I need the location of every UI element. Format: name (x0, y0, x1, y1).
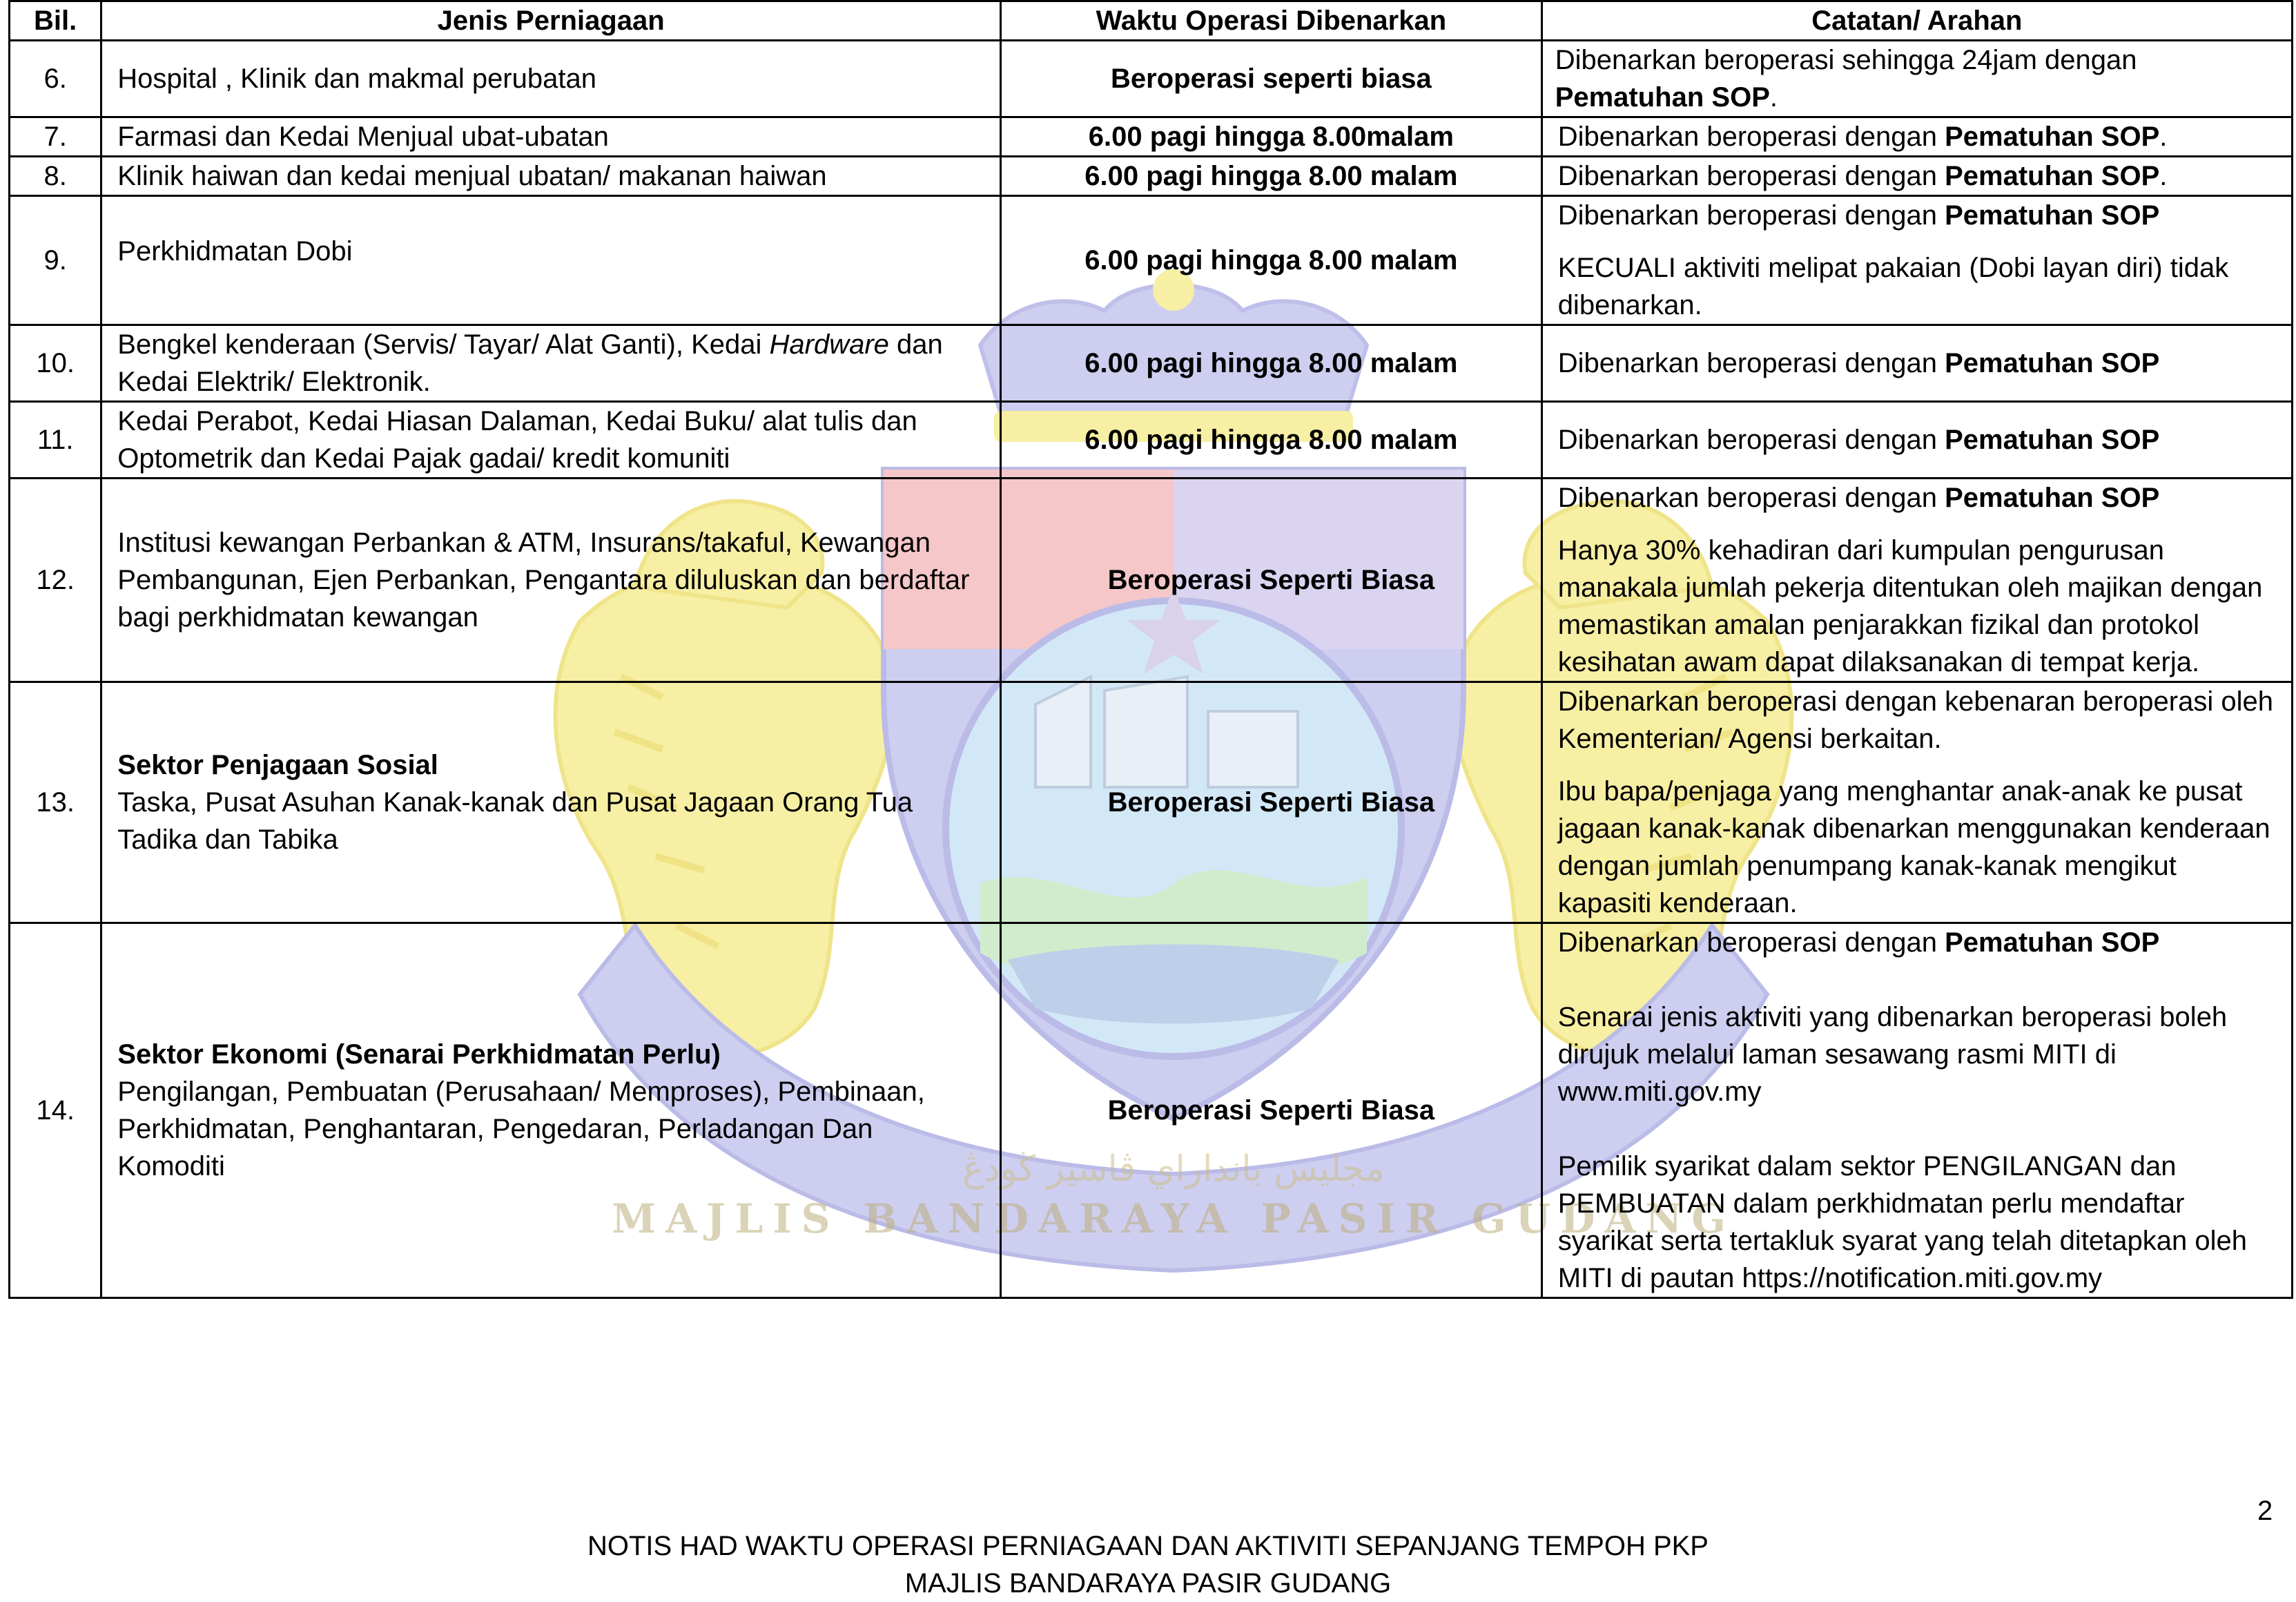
header-operating-hours: Waktu Operasi Dibenarkan (1001, 1, 1542, 41)
operating-hours: Beroperasi Seperti Biasa (1001, 923, 1542, 1298)
header-notes: Catatan/ Arahan (1541, 1, 2292, 41)
business-italic: Hardware (769, 329, 889, 360)
business-text: Bengkel kenderaan (Servis/ Tayar/ Alat Ganti), Kedai (117, 329, 770, 360)
note-bold: Pematuhan SOP (1945, 483, 2160, 513)
note-text: Dibenarkan beroperasi dengan (1557, 348, 1945, 378)
business-type (101, 682, 1001, 923)
footer-title: NOTIS HAD WAKTU OPERASI PERNIAGAAN DAN AKTIVITI SEPANJANG TEMPOH PKP (587, 1531, 1709, 1561)
sector-heading: Sektor Ekonomi (Senarai Perkhidmatan Perlu) (117, 1039, 721, 1070)
business-type (101, 923, 1001, 1298)
page-number: 2 (2257, 1496, 2273, 1526)
notes-cell (1541, 117, 2292, 157)
operating-hours: 6.00 pagi hingga 8.00 malam (1001, 402, 1542, 479)
business-type: Kedai Perabot, Kedai Hiasan Dalaman, Kedai Buku/ alat tulis dan Optometrik dan Kedai Pajak gadai/ kredit komuniti (101, 402, 1001, 479)
table-row (10, 325, 2293, 402)
operating-hours: 6.00 pagi hingga 8.00malam (1001, 117, 1542, 157)
note-text: Dibenarkan beroperasi dengan (1557, 927, 1945, 958)
note-bold: Pematuhan SOP (1945, 348, 2160, 378)
header-business-type: Jenis Perniagaan (101, 1, 1001, 41)
header-bil: Bil. (10, 1, 101, 41)
business-text-end: dan Kedai Elektrik/ Elektronik. (117, 329, 943, 397)
business-type: Farmasi dan Kedai Menjual ubat-ubatan (101, 117, 1001, 157)
notes-cell (1541, 325, 2292, 402)
operating-hours: 6.00 pagi hingga 8.00 malam (1001, 196, 1542, 325)
business-text: Pengilangan, Pembuatan (Perusahaan/ Memproses), Pembinaan, Perkhidmatan, Penghantaran, Pengedaran, Perladangan Dan Komoditi (117, 1077, 925, 1181)
row-number: 8. (10, 157, 101, 196)
note-text: Dibenarkan beroperasi dengan (1557, 483, 1945, 513)
notes-cell (1541, 41, 2292, 117)
note-paragraph (1558, 924, 2276, 961)
row-number: 13. (10, 682, 101, 923)
row-number: 7. (10, 117, 101, 157)
operating-hours: 6.00 pagi hingga 8.00 malam (1001, 325, 1542, 402)
business-type: Institusi kewangan Perbankan & ATM, Insurans/takaful, Kewangan Pembangunan, Ejen Perbankan, Pengantara diluluskan dan berdaftar bagi perkhidmatan kewangan (101, 479, 1001, 682)
note-text: Dibenarkan beroperasi dengan (1557, 425, 1945, 455)
note-bold: Pematuhan SOP (1945, 161, 2160, 191)
operating-hours: Beroperasi Seperti Biasa (1001, 682, 1542, 923)
notes-cell (1541, 479, 2292, 682)
notes-cell (1541, 682, 2292, 923)
table-row (10, 157, 2293, 196)
note-extra-2: Pemilik syarikat dalam sektor PENGILANGAN dan PEMBUATAN dalam perkhidmatan perlu mendaftar syarikat serta tertakluk syarat yang telah ditetapkan oleh MITI di pautan https://notification.miti.gov.my (1557, 1151, 2248, 1293)
note-text: Dibenarkan beroperasi dengan (1557, 161, 1945, 191)
row-number: 6. (10, 41, 101, 117)
table-row (10, 923, 2293, 1298)
note-bold: Pematuhan SOP (1555, 82, 1770, 113)
notes-cell (1541, 157, 2292, 196)
table-row (10, 196, 2293, 325)
note-extra: KECUALI aktiviti melipat pakaian (Dobi layan diri) tidak dibenarkan. (1557, 253, 2229, 320)
note-bold: Pematuhan SOP (1945, 122, 2160, 152)
sector-heading: Sektor Penjagaan Sosial (117, 750, 438, 780)
notes-cell (1541, 923, 2292, 1298)
row-number: 10. (10, 325, 101, 402)
business-type: Hospital , Klinik dan makmal perubatan (101, 41, 1001, 117)
row-number: 12. (10, 479, 101, 682)
note-extra: Senarai jenis aktiviti yang dibenarkan beroperasi boleh dirujuk melalui laman sesawang rasmi MITI di www.miti.gov.my (1557, 1002, 2228, 1107)
note-bold: Pematuhan SOP (1945, 200, 2160, 231)
notes-cell (1541, 196, 2292, 325)
table-row (10, 117, 2293, 157)
business-hours-table (8, 0, 2293, 1299)
row-number: 9. (10, 196, 101, 325)
table-row (10, 479, 2293, 682)
operating-hours: Beroperasi Seperti Biasa (1001, 479, 1542, 682)
operating-hours: Beroperasi seperti biasa (1001, 41, 1542, 117)
table-header-row (10, 1, 2293, 41)
business-type (101, 325, 1001, 402)
note-suffix: . (1769, 82, 1778, 113)
note-suffix: . (2159, 122, 2168, 152)
note-paragraph (1558, 197, 2276, 234)
note-text: Dibenarkan beroperasi sehingga 24jam dengan (1555, 45, 2137, 75)
page-footer (0, 1527, 2296, 1602)
business-type: Perkhidmatan Dobi (101, 196, 1001, 325)
watermark-text: MAJLIS BANDARAYA PASIR GUDANG (612, 1195, 1735, 1242)
business-type: Klinik haiwan dan kedai menjual ubatan/ makanan haiwan (101, 157, 1001, 196)
note-bold: Pematuhan SOP (1945, 425, 2160, 455)
table-row (10, 682, 2293, 923)
note-text: Dibenarkan beroperasi dengan (1557, 122, 1945, 152)
notes-cell (1541, 402, 2292, 479)
row-number: 14. (10, 923, 101, 1298)
note-paragraph (1558, 479, 2276, 517)
note-text: Dibenarkan beroperasi dengan (1557, 200, 1945, 231)
note-paragraph: Dibenarkan beroperasi dengan kebenaran beroperasi oleh Kementerian/ Agensi berkaitan. (1557, 686, 2273, 754)
note-extra: Ibu bapa/penjaga yang menghantar anak-anak ke pusat jagaan kanak-kanak dibenarkan menggunakan kenderaan dengan jumlah penumpang kanak-kanak mengikut kapasiti kenderaan. (1557, 776, 2270, 918)
business-text: Taska, Pusat Asuhan Kanak-kanak dan Pusat Jagaan Orang Tua Tadika dan Tabika (117, 787, 913, 855)
note-extra: Hanya 30% kehadiran dari kumpulan pengurusan manakala jumlah pekerja ditentukan oleh majikan dengan memastikan amalan penjarakkan fizikal dan protokol kesihatan awam dapat dilaksanakan di tempat kerja. (1557, 535, 2263, 677)
note-bold: Pematuhan SOP (1945, 927, 2160, 958)
note-suffix: . (2159, 161, 2168, 191)
table-row (10, 402, 2293, 479)
watermark-jawi: مجليس بانداراي ڤاسير ڬودڠ (962, 1148, 1385, 1190)
table-row (10, 41, 2293, 117)
row-number: 11. (10, 402, 101, 479)
operating-hours: 6.00 pagi hingga 8.00 malam (1001, 157, 1542, 196)
footer-organization: MAJLIS BANDARAYA PASIR GUDANG (904, 1568, 1392, 1599)
